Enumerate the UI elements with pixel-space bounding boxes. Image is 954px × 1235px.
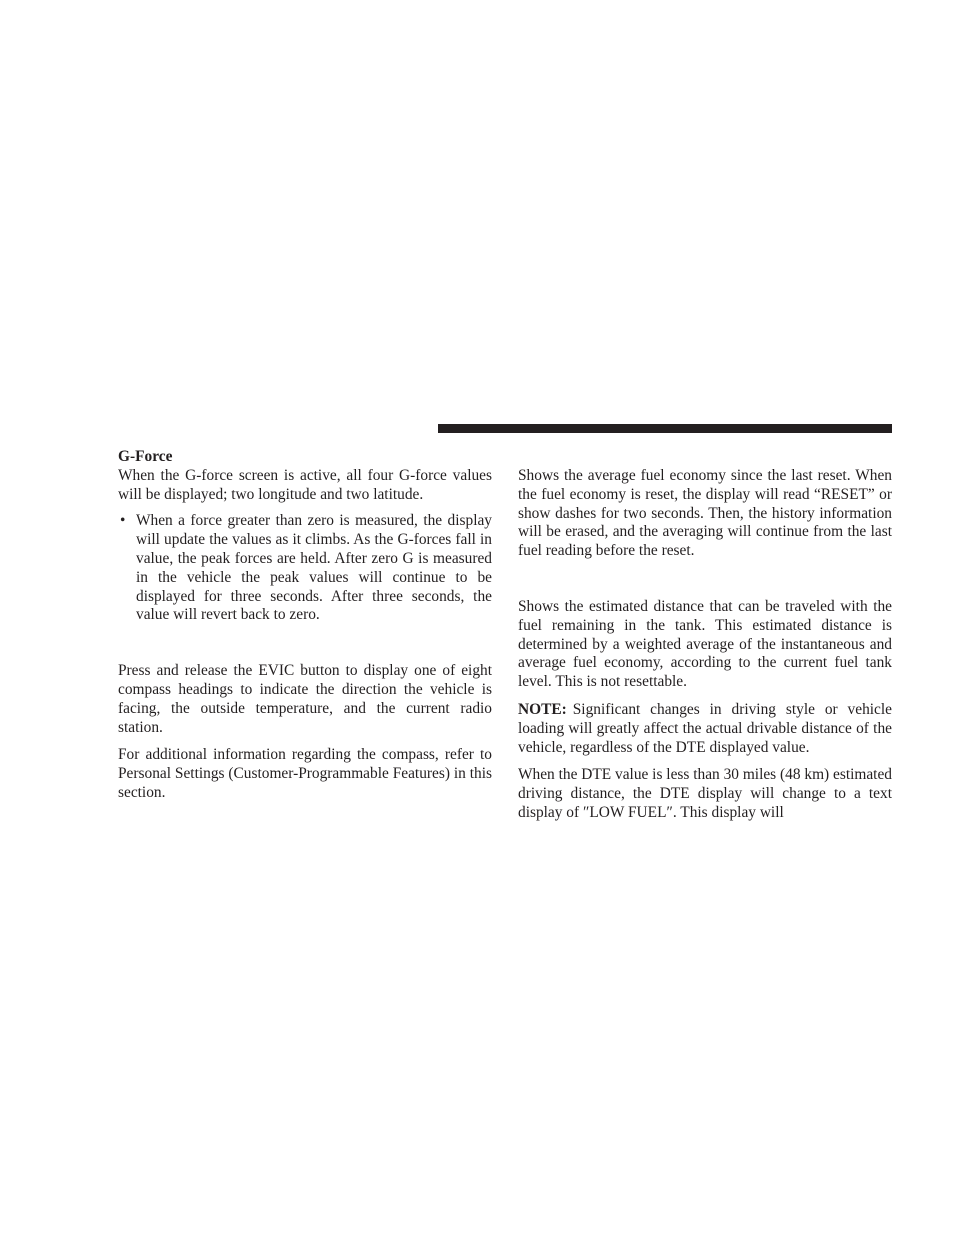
compass-reference-paragraph: For additional information regarding the compass, refer to Personal Settings (Customer-Programmable Features) in this section. [118,746,492,801]
right-column [518,467,892,823]
left-column [118,448,492,803]
gforce-bullet-list [118,512,492,625]
average-fuel-economy-paragraph: Shows the average fuel economy since the last reset. When the fuel economy is reset, the display will read “RESET” or show dashes for two seconds. Then, the history information will be erased, and the averaging will continue from the last fuel reading before the reset. [518,467,892,560]
note-text: Significant changes in driving style or vehicle loading will greatly affect the actual drivable distance of the vehicle, regardless of the DTE displayed value. [518,700,892,756]
low-fuel-paragraph: When the DTE value is less than 30 miles (48 km) estimated driving distance, the DTE display will change to a text display of ″LOW FUEL″. This display will [518,766,892,821]
bullet-icon: • [120,512,126,530]
gforce-heading: G-Force [118,448,173,465]
distance-to-empty-paragraph: Shows the estimated distance that can be traveled with the fuel remaining in the tank. This estimated distance is determined by a weighted average of the instantaneous and average fuel economy, according to the current fuel tank level. This is not resettable. [518,597,892,691]
section-header-rule [438,424,892,433]
gforce-intro-paragraph: When the G-force screen is active, all four G-force values will be displayed; two longitude and two latitude. [118,466,492,503]
note-paragraph [518,701,892,757]
compass-paragraph: Press and release the EVIC button to display one of eight compass headings to indicate the direction the vehicle is facing, the outside temperature, and the current radio station. [118,662,492,736]
list-item [118,512,492,625]
note-label: NOTE: [518,700,567,718]
gforce-bullet-text: When a force greater than zero is measured, the display will update the values as it climbs. As the G-forces fall in value, the peak forces are held. After zero G is measured in the vehicle the peak values will continue to be displayed for three seconds. After three seconds, the value will revert back to zero. [136,512,492,624]
